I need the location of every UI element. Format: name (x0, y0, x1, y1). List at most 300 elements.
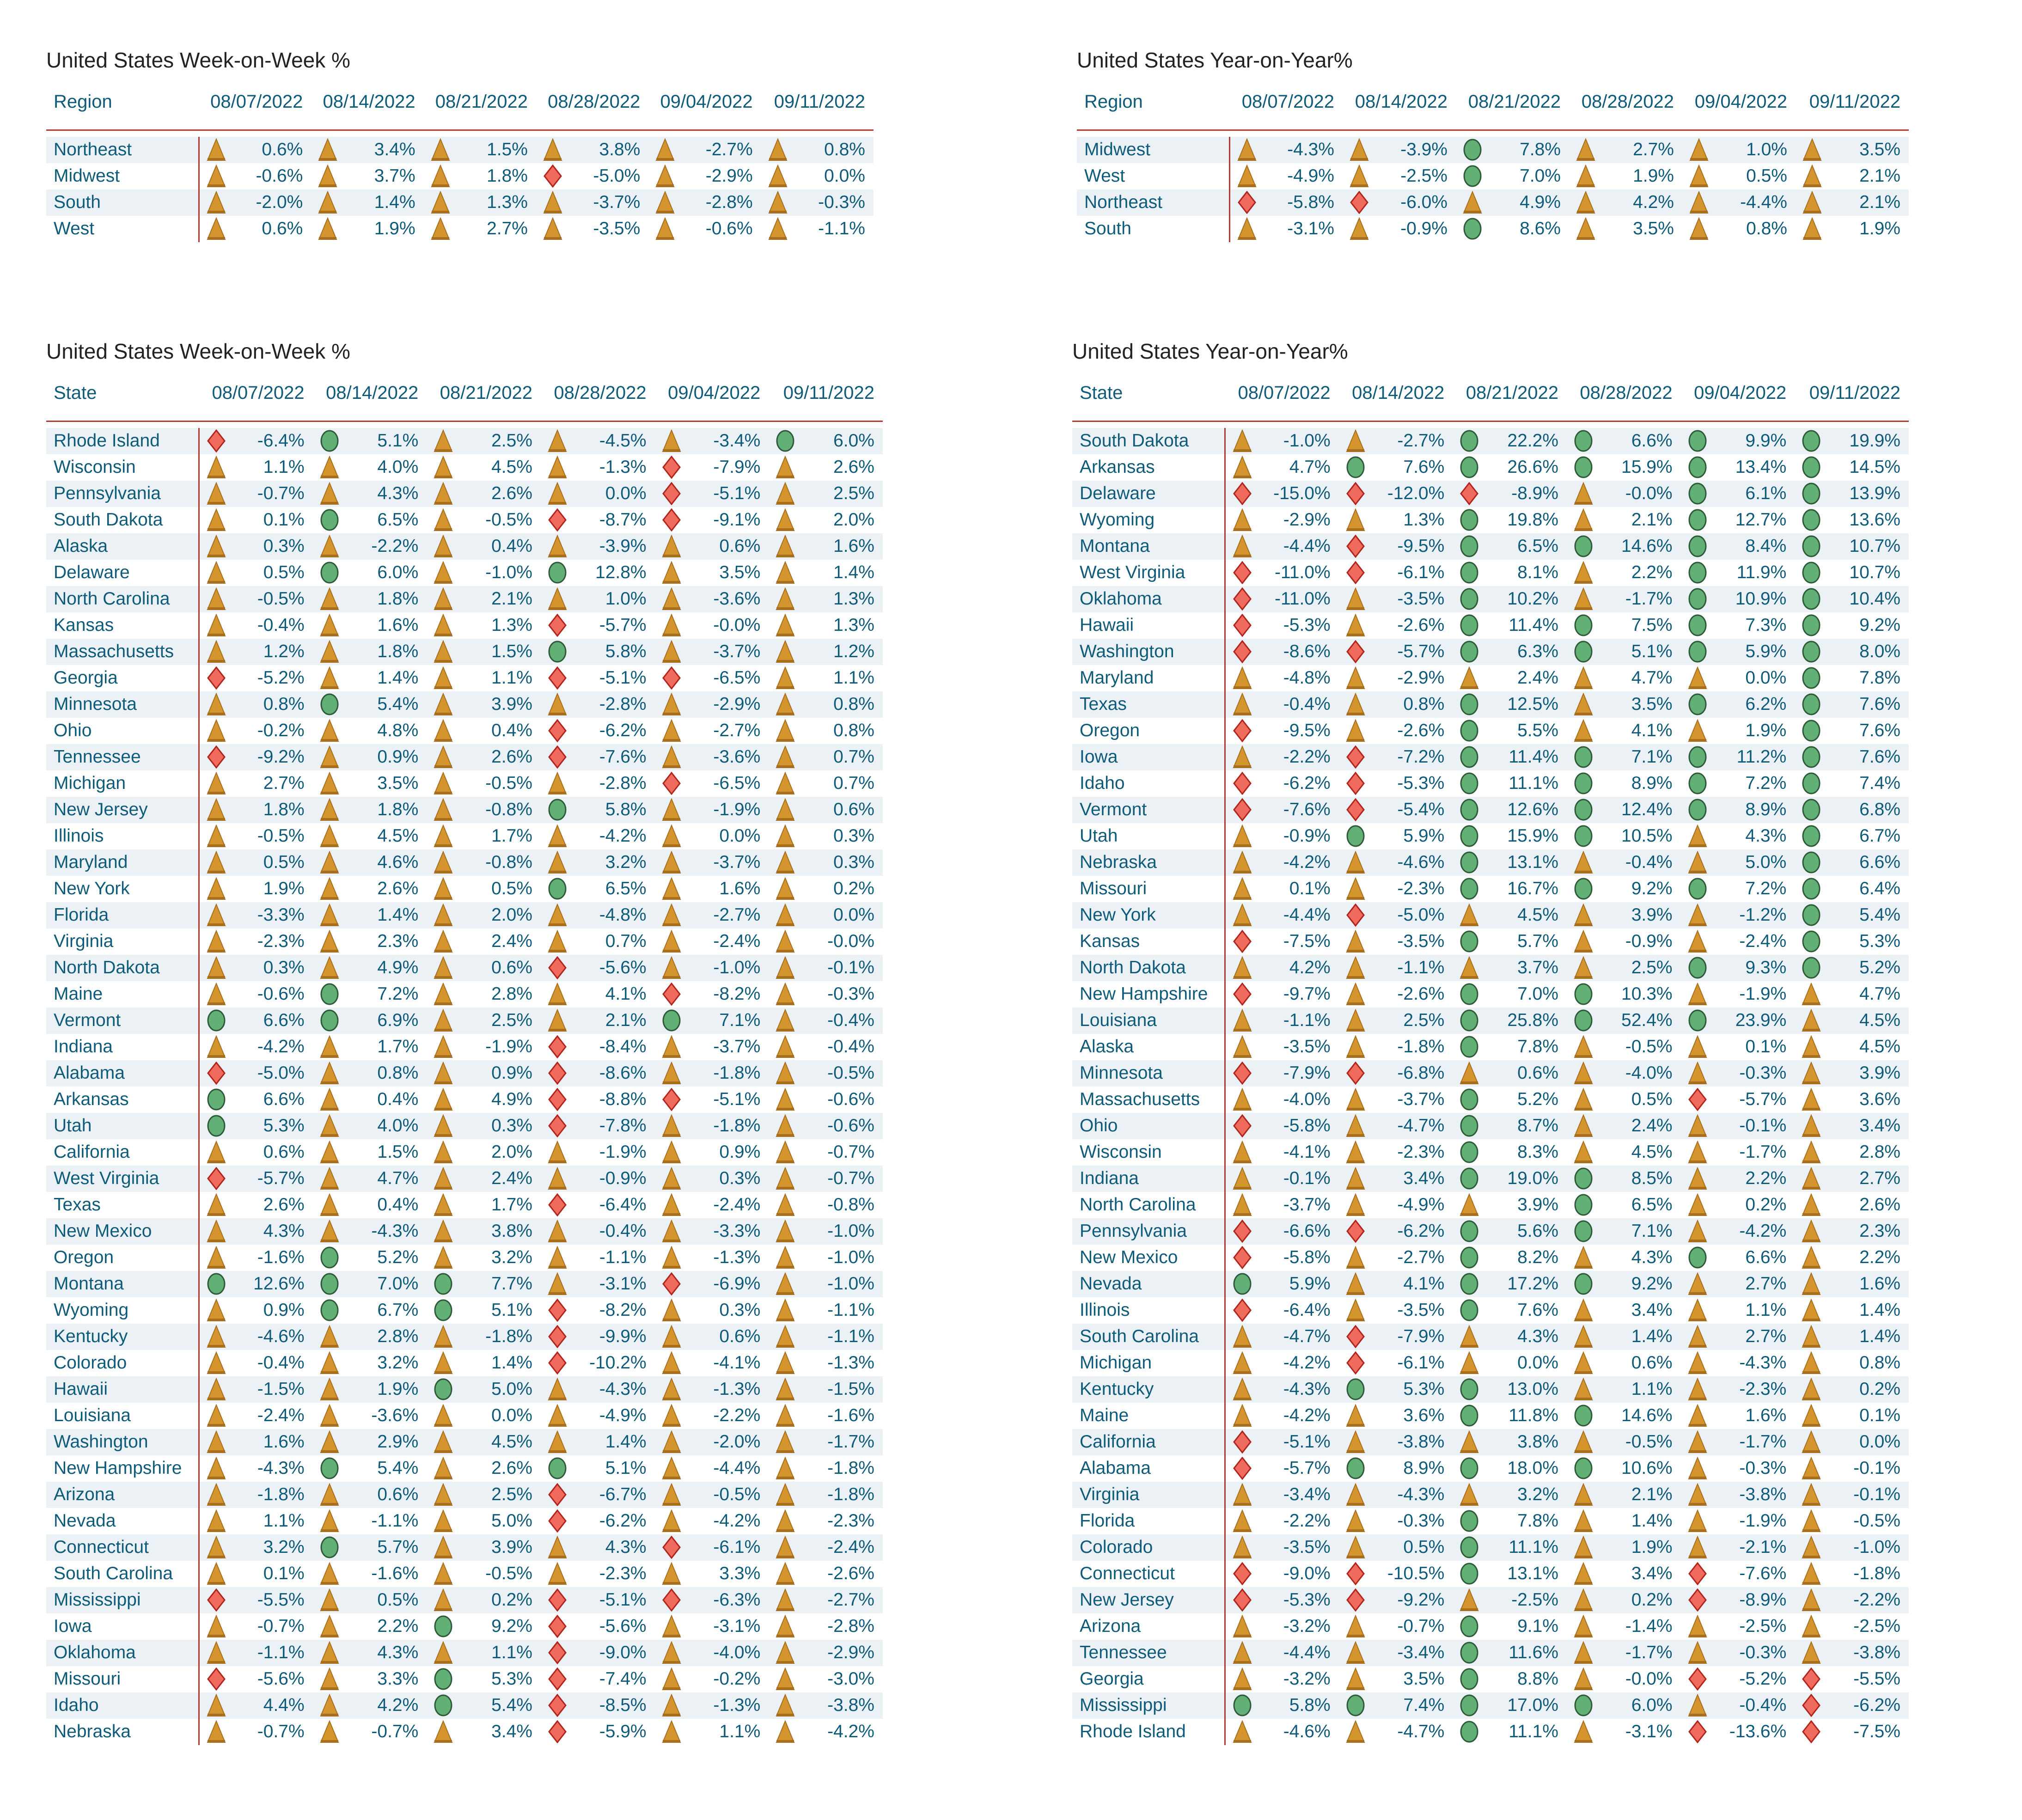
value-cell (1225, 1324, 1339, 1350)
row-label: Vermont (46, 1008, 199, 1034)
cell-value: 0.3% (833, 852, 874, 872)
cell-value: 14.6% (1621, 536, 1673, 556)
value-cell (1453, 1640, 1567, 1666)
table-row (1072, 560, 1909, 586)
triangle-icon (661, 930, 682, 953)
state-wow-panel (46, 337, 883, 1745)
value-cell (1795, 1692, 1909, 1719)
cell-value: 1.8% (487, 166, 528, 186)
cell-value: -0.5% (485, 510, 532, 530)
cell-value: 1.3% (833, 615, 874, 635)
cell-value: -7.6% (1739, 1563, 1787, 1583)
cell-value: 2.1% (1631, 1484, 1673, 1504)
cell-value: -2.8% (599, 694, 647, 714)
triangle-icon (1801, 1351, 1821, 1374)
value-cell (1567, 981, 1681, 1008)
triangle-icon (661, 1483, 682, 1506)
cell-value: -1.1% (257, 1643, 305, 1662)
cell-value: -2.3% (1397, 879, 1445, 898)
value-cell (1795, 981, 1909, 1008)
value-cell (1681, 612, 1795, 639)
value-cell (541, 1561, 655, 1587)
value-cell (1681, 1376, 1795, 1403)
value-cell (1339, 533, 1453, 560)
value-cell (427, 981, 541, 1008)
value-cell (1567, 1482, 1681, 1508)
diamond-icon (1232, 930, 1252, 953)
cell-value: 7.7% (491, 1274, 532, 1294)
cell-value: 4.0% (377, 457, 419, 477)
cell-value: 5.9% (1403, 826, 1445, 846)
cell-value: 1.1% (263, 457, 305, 477)
cell-value: 1.5% (487, 140, 528, 159)
value-cell (769, 639, 883, 665)
value-cell (1225, 1245, 1339, 1271)
circle-icon (1459, 1246, 1479, 1269)
cell-value: 3.5% (1859, 140, 1900, 159)
value-cell (1681, 1534, 1795, 1561)
cell-value: 0.1% (263, 510, 305, 530)
cell-value: 1.4% (1859, 1326, 1900, 1346)
cell-value: -4.3% (599, 1379, 647, 1399)
cell-value: 1.7% (491, 826, 532, 846)
triangle-icon (1687, 1509, 1708, 1533)
triangle-icon (433, 1141, 453, 1164)
diamond-icon (1687, 1667, 1708, 1691)
value-cell (1453, 586, 1567, 612)
value-cell (1567, 1561, 1681, 1587)
value-cell (1339, 1613, 1453, 1640)
cell-value: 4.3% (377, 483, 419, 503)
triangle-icon (319, 640, 340, 663)
triangle-icon (775, 1351, 795, 1374)
row-label: Mississippi (1072, 1692, 1225, 1719)
cell-value: -6.2% (599, 721, 647, 740)
triangle-icon (1232, 1325, 1252, 1348)
value-cell (1339, 1403, 1453, 1429)
triangle-icon (1687, 1615, 1708, 1638)
circle-icon (206, 1088, 226, 1111)
row-label: California (46, 1139, 199, 1166)
triangle-icon (206, 956, 226, 979)
cell-value: 0.9% (263, 1300, 305, 1320)
triangle-icon (433, 1720, 453, 1743)
circle-icon (319, 1246, 340, 1269)
value-cell (769, 1666, 883, 1692)
value-cell (1681, 1719, 1795, 1745)
cell-value: -1.2% (1739, 905, 1787, 925)
value-cell (1681, 928, 1795, 955)
table-row (1072, 481, 1909, 507)
value-cell (1567, 1350, 1681, 1376)
cell-value: 4.9% (491, 1089, 532, 1109)
cell-value: 12.5% (1507, 694, 1558, 714)
cell-value: 1.2% (833, 641, 874, 661)
cell-value: -0.6% (827, 1089, 874, 1109)
cell-value: 8.7% (1517, 1116, 1558, 1136)
value-cell (427, 691, 541, 718)
triangle-icon (206, 1615, 226, 1638)
triangle-icon (775, 482, 795, 505)
triangle-icon (1801, 1114, 1821, 1137)
cell-value: 0.8% (833, 721, 874, 740)
value-cell (424, 163, 536, 189)
value-cell (1681, 691, 1795, 718)
cell-value: 3.6% (1859, 1089, 1900, 1109)
value-cell (655, 1719, 769, 1745)
triangle-icon (1232, 1351, 1252, 1374)
value-cell (1567, 1139, 1681, 1166)
value-cell (1567, 1403, 1681, 1429)
cell-value: -1.9% (485, 1037, 532, 1057)
value-cell (769, 744, 883, 770)
cell-value: 4.7% (1631, 668, 1673, 688)
column-header-date: 09/04/2022 (668, 382, 761, 403)
triangle-icon (1237, 138, 1257, 161)
cell-value: 0.1% (1745, 1037, 1787, 1057)
triangle-icon (433, 1641, 453, 1664)
value-cell (313, 560, 427, 586)
cell-value: 1.6% (833, 536, 874, 556)
value-cell (769, 823, 883, 849)
triangle-icon (1573, 1141, 1594, 1164)
row-label: Ohio (46, 718, 199, 744)
value-cell (1225, 876, 1339, 902)
triangle-icon (1801, 1562, 1821, 1585)
value-cell (313, 902, 427, 928)
value-cell (1795, 797, 1909, 823)
value-cell (1339, 428, 1453, 454)
table-row (46, 612, 883, 639)
row-label: Maryland (1072, 665, 1225, 691)
triangle-icon (433, 877, 453, 900)
row-label: New Mexico (1072, 1245, 1225, 1271)
triangle-icon (1573, 587, 1594, 611)
value-cell (541, 428, 655, 454)
value-cell (1229, 216, 1343, 242)
circle-icon (1459, 1141, 1479, 1164)
cell-value: 4.7% (1859, 984, 1900, 1004)
value-cell (199, 1482, 313, 1508)
value-cell (199, 1034, 313, 1060)
value-cell (1339, 849, 1453, 876)
value-cell (427, 1060, 541, 1087)
triangle-icon (1345, 719, 1366, 742)
value-cell (1681, 1139, 1795, 1166)
value-cell (1453, 1719, 1567, 1745)
value-cell (199, 981, 313, 1008)
value-cell (1795, 1350, 1909, 1376)
triangle-icon (206, 614, 226, 637)
value-cell (655, 823, 769, 849)
value-cell (541, 1455, 655, 1482)
circle-icon (1459, 693, 1479, 716)
cell-value: 0.8% (1746, 219, 1787, 238)
cell-value: 25.8% (1507, 1010, 1558, 1030)
cell-value: -9.0% (599, 1643, 647, 1662)
cell-value: 5.0% (491, 1511, 532, 1531)
cell-value: -2.6% (1397, 615, 1445, 635)
value-cell (1339, 1482, 1453, 1508)
triangle-icon (206, 456, 226, 479)
value-cell (199, 428, 313, 454)
triangle-icon (661, 561, 682, 584)
cell-value: -0.1% (1853, 1458, 1900, 1478)
cell-value: 12.8% (595, 562, 647, 582)
cell-value: -0.0% (827, 931, 874, 951)
cell-value: 7.5% (1631, 615, 1673, 635)
triangle-icon (775, 1720, 795, 1743)
value-cell (1225, 1455, 1339, 1482)
circle-icon (1687, 614, 1708, 637)
row-label: South Carolina (1072, 1324, 1225, 1350)
cell-value: 3.9% (1859, 1063, 1900, 1083)
table-row (46, 428, 883, 454)
circle-icon (1573, 1404, 1594, 1427)
value-cell (1681, 481, 1795, 507)
cell-value: 6.8% (1859, 800, 1900, 819)
value-cell (313, 823, 427, 849)
table-row (1072, 1113, 1909, 1139)
cell-value: -1.7% (827, 1432, 874, 1452)
circle-icon (1687, 798, 1708, 821)
diamond-icon (1345, 904, 1366, 927)
triangle-icon (1459, 956, 1479, 979)
value-cell (541, 1534, 655, 1561)
triangle-icon (1573, 930, 1594, 953)
value-cell (1453, 1561, 1567, 1587)
cell-value: -11.0% (1274, 562, 1331, 582)
cell-value: -1.1% (818, 219, 865, 238)
cell-value: 0.4% (491, 721, 532, 740)
value-cell (655, 1613, 769, 1640)
value-cell (1682, 137, 1796, 163)
value-cell (541, 586, 655, 612)
cell-value: -2.9% (827, 1643, 874, 1662)
cell-value: 0.0% (605, 483, 647, 503)
value-cell (1453, 1139, 1567, 1166)
value-cell (1339, 1008, 1453, 1034)
cell-value: -4.3% (1287, 140, 1334, 159)
cell-value: 0.0% (491, 1405, 532, 1425)
cell-value: 6.9% (377, 1010, 419, 1030)
triangle-icon (1232, 956, 1252, 979)
cell-value: 0.6% (262, 140, 303, 159)
cell-value: 0.3% (263, 958, 305, 977)
cell-value: 7.1% (719, 1010, 761, 1030)
column-header-date: 08/28/2022 (554, 382, 647, 403)
value-cell (427, 428, 541, 454)
value-cell (1339, 1455, 1453, 1482)
triangle-icon (775, 1615, 795, 1638)
value-cell (1681, 744, 1795, 770)
cell-value: -0.0% (1625, 483, 1673, 503)
cell-value: -2.4% (713, 1195, 761, 1215)
cell-value: -1.9% (1739, 1511, 1787, 1531)
triangle-icon (1689, 191, 1709, 214)
value-cell (1795, 533, 1909, 560)
circle-icon (1801, 877, 1821, 900)
diamond-icon (1345, 1351, 1366, 1374)
cell-value: 2.2% (1745, 1168, 1787, 1188)
value-cell (1567, 665, 1681, 691)
cell-value: 4.5% (1859, 1037, 1900, 1057)
value-cell (1225, 1034, 1339, 1060)
value-cell (1453, 1482, 1567, 1508)
triangle-icon (1801, 1088, 1821, 1111)
cell-value: -0.5% (827, 1063, 874, 1083)
row-label: Maine (46, 981, 199, 1008)
value-cell (655, 507, 769, 533)
cell-value: 0.0% (824, 166, 865, 186)
triangle-icon (1576, 217, 1596, 240)
triangle-icon (661, 1141, 682, 1164)
cell-value: 0.0% (1745, 668, 1787, 688)
circle-icon (1801, 798, 1821, 821)
triangle-icon (206, 165, 226, 188)
cell-value: 3.2% (491, 1247, 532, 1267)
cell-value: 1.9% (1859, 219, 1900, 238)
triangle-icon (1801, 1246, 1821, 1269)
value-cell (313, 797, 427, 823)
value-cell (1225, 1218, 1339, 1245)
circle-icon (1459, 1509, 1479, 1533)
cell-value: -7.6% (1283, 800, 1331, 819)
value-cell (1567, 1034, 1681, 1060)
cell-value: -2.9% (1397, 668, 1445, 688)
value-cell (1567, 955, 1681, 981)
cell-value: 0.1% (1859, 1405, 1900, 1425)
triangle-icon (1576, 138, 1596, 161)
value-cell (199, 1271, 313, 1297)
triangle-icon (1459, 666, 1479, 690)
triangle-icon (433, 1430, 453, 1454)
circle-icon (1345, 456, 1366, 479)
column-header-date: 09/11/2022 (783, 382, 874, 403)
value-cell (1567, 823, 1681, 849)
cell-value: -1.0% (485, 562, 532, 582)
value-cell (1796, 163, 1909, 189)
value-cell (1795, 639, 1909, 665)
value-cell (1453, 1350, 1567, 1376)
value-cell (199, 1692, 313, 1719)
value-cell (1453, 1403, 1567, 1429)
triangle-icon (1345, 956, 1366, 979)
cell-value: 0.4% (377, 1195, 419, 1215)
table-row (46, 1271, 883, 1297)
value-cell (769, 428, 883, 454)
cell-value: -1.1% (1283, 1010, 1331, 1030)
cell-value: -1.4% (1625, 1616, 1673, 1636)
value-cell (1567, 1166, 1681, 1192)
cell-value: 1.4% (377, 905, 419, 925)
circle-icon (1459, 1667, 1479, 1691)
value-cell (199, 1666, 313, 1692)
triangle-icon (661, 956, 682, 979)
cell-value: -6.8% (1397, 1063, 1445, 1083)
cell-value: 3.8% (491, 1221, 532, 1241)
cell-value: 6.7% (1859, 826, 1900, 846)
row-label: Iowa (1072, 744, 1225, 770)
triangle-icon (661, 1430, 682, 1454)
row-label: Pennsylvania (1072, 1218, 1225, 1245)
cell-value: -3.4% (1397, 1643, 1445, 1662)
cell-value: -3.7% (593, 192, 641, 212)
cell-value: -5.2% (257, 668, 305, 688)
table-row (46, 1403, 883, 1429)
triangle-icon (1573, 1062, 1594, 1085)
row-label: Michigan (46, 770, 199, 797)
cell-value: 4.1% (605, 984, 647, 1004)
cell-value: -3.7% (713, 852, 761, 872)
table-row (1072, 981, 1909, 1008)
row-label: Wisconsin (46, 454, 199, 481)
triangle-icon (1232, 904, 1252, 927)
triangle-icon (206, 1325, 226, 1348)
cell-value: -0.7% (257, 483, 305, 503)
value-cell (427, 1561, 541, 1587)
triangle-icon (1573, 693, 1594, 716)
row-label: Oregon (1072, 718, 1225, 744)
cell-value: 4.7% (377, 1168, 419, 1188)
value-cell (541, 1008, 655, 1034)
value-cell (541, 823, 655, 849)
cell-value: 4.4% (263, 1695, 305, 1715)
circle-icon (1687, 640, 1708, 663)
table-row (1072, 1297, 1909, 1324)
value-cell (1456, 163, 1569, 189)
value-cell (1225, 849, 1339, 876)
value-cell (1681, 1350, 1795, 1376)
value-cell (199, 189, 311, 216)
cell-value: -8.5% (599, 1695, 647, 1715)
triangle-icon (433, 1220, 453, 1243)
circle-icon (206, 1114, 226, 1137)
cell-value: 11.1% (1509, 1722, 1558, 1741)
value-cell (1339, 560, 1453, 586)
value-cell (655, 770, 769, 797)
table-row (46, 797, 883, 823)
cell-value: 3.5% (719, 562, 761, 582)
value-cell (541, 1271, 655, 1297)
cell-value: 4.2% (1633, 192, 1674, 212)
diamond-icon (1345, 1062, 1366, 1085)
cell-value: -0.6% (257, 984, 305, 1004)
cell-value: 7.2% (377, 984, 419, 1004)
cell-value: -3.4% (1283, 1484, 1331, 1504)
cell-value: 0.6% (263, 1142, 305, 1162)
circle-icon (319, 983, 340, 1006)
triangle-icon (1459, 1325, 1479, 1348)
region-yoy-table (1077, 74, 1909, 242)
value-cell (427, 1324, 541, 1350)
cell-value: 2.8% (1859, 1142, 1900, 1162)
value-cell (1567, 1640, 1681, 1666)
value-cell (1681, 1666, 1795, 1692)
cell-value: -0.0% (1625, 1669, 1673, 1689)
triangle-icon (661, 1457, 682, 1480)
triangle-icon (655, 165, 675, 188)
cell-value: 8.9% (1745, 800, 1787, 819)
cell-value: -3.1% (1287, 219, 1334, 238)
table-row (1072, 1587, 1909, 1613)
cell-value: 8.9% (1631, 773, 1673, 793)
value-cell (1795, 1482, 1909, 1508)
diamond-icon (661, 1588, 682, 1612)
cell-value: -0.1% (1853, 1484, 1900, 1504)
circle-icon (1573, 1272, 1594, 1295)
triangle-icon (775, 666, 795, 690)
